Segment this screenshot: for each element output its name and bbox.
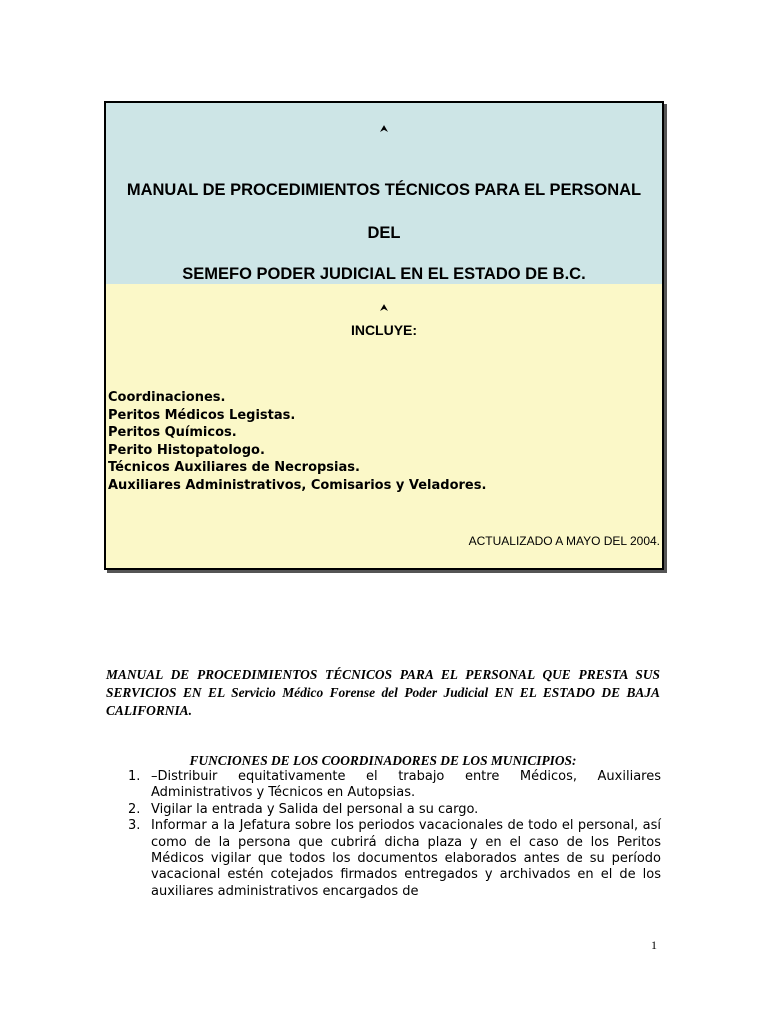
role-item: Peritos Médicos Legistas. (108, 407, 296, 423)
role-item: Técnicos Auxiliares de Necropsias. (108, 460, 360, 476)
item-number: 3. (128, 818, 141, 834)
document-heading: MANUAL DE PROCEDIMIENTOS TÉCNICOS PARA EL PERSONAL QUE PRESTA SUS SERVICIOS EN EL Servicio Médico Forense del Poder Judicial EN EL ESTADO DE BAJA CALIFORNIA. (106, 667, 660, 718)
item-number: 1. (128, 769, 141, 784)
role-item: Coordinaciones. (108, 390, 226, 405)
role-item: Peritos Químicos. (108, 425, 237, 441)
arrow-mark-icon: ⮝ (379, 303, 389, 314)
function-item (106, 802, 661, 818)
cover-box (104, 101, 664, 570)
cover-title-band (106, 103, 662, 284)
item-text: –Distribuir equitativamente el trabajo entre Médicos, Auxiliares Administrativos y Técnicos en Autopsias. (151, 769, 661, 801)
role-item: Auxiliares Administrativos, Comisarios y Veladores. (108, 477, 487, 493)
functions-list (106, 769, 661, 900)
includes-label: INCLUYE: (350, 322, 418, 338)
page-number: 1 (651, 938, 657, 952)
cover-title-line-2: DEL (367, 224, 401, 242)
cover-title-line-1: MANUAL DE PROCEDIMIENTOS TÉCNICOS PARA EL PERSONAL (126, 181, 642, 199)
section-heading: FUNCIONES DE LOS COORDINADORES DE LOS MUNICIPIOS: (189, 753, 577, 768)
item-text: Vigilar la entrada y Salida del personal a su cargo. (151, 801, 479, 817)
updated-date: ACTUALIZADO A MAYO DEL 2004. (468, 534, 660, 548)
cover-title-line-3: SEMEFO PODER JUDICIAL EN EL ESTADO DE B.C. (182, 265, 586, 283)
role-item: Perito Histopatologo. (108, 442, 265, 458)
item-text: Informar a la Jefatura sobre los periodos vacacionales de todo el personal, así como de la persona que cubrirá dicha plaza y en el caso de los Peritos Médicos vigilar que todos los documentos elaborados antes de su período vacacional estén cotejados firmados entregados y archivados en el de los auxiliares administrativos encargados de (151, 818, 661, 899)
function-item (106, 818, 661, 900)
function-item (106, 769, 661, 802)
arrow-mark-icon: ⮝ (379, 124, 389, 135)
roles-list (108, 389, 486, 495)
item-number: 2. (128, 801, 141, 817)
